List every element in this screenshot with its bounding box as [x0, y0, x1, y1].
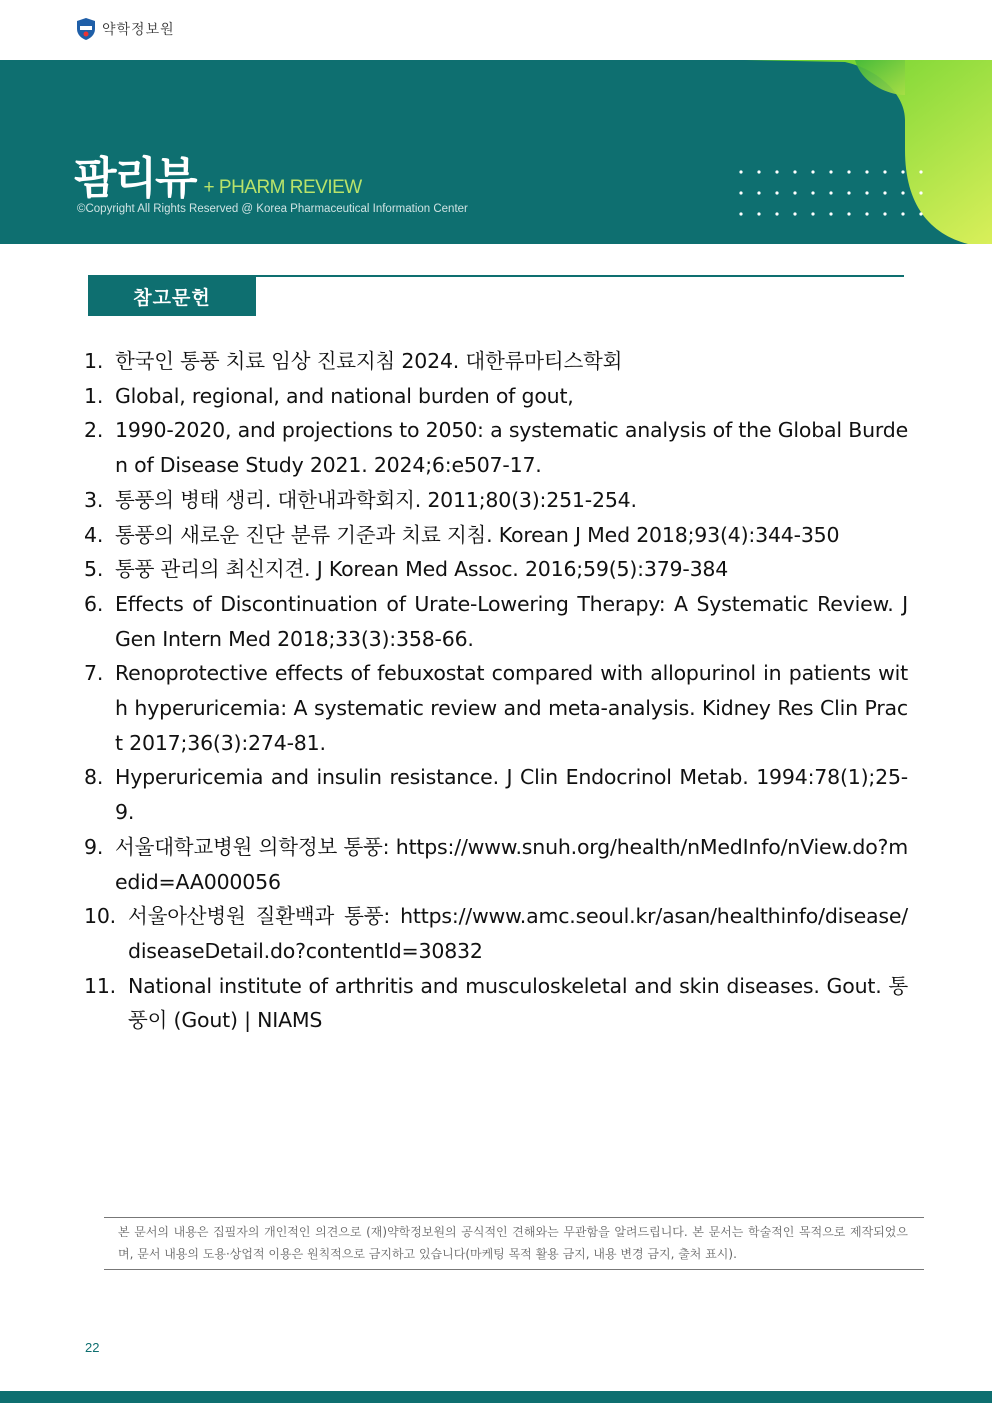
title-block [74, 142, 362, 206]
reference-item [84, 760, 908, 829]
org-logo [76, 17, 175, 41]
reference-number: 4. [84, 522, 104, 547]
reference-list [84, 344, 908, 1038]
reference-text: National institute of arthritis and musculoskeletal and skin diseases. Gout. 통풍이 (Gout) | NIAMS [128, 973, 908, 1033]
top-bar [0, 0, 992, 60]
reference-item [84, 344, 908, 379]
reference-item [84, 899, 908, 968]
reference-item [84, 379, 908, 414]
reference-text: Renoprotective effects of febuxostat compared with allopurinol in patients with hyperuricemia: A systematic review and meta-analysis. Kidney Res Clin Pract 2017;36(3):274-81. [115, 661, 908, 755]
disclaimer: 본 문서의 내용은 집필자의 개인적인 의견으로 (재)약학정보원의 공식적인 견해와는 무관함을 알려드립니다. 본 문서는 학술적인 목적으로 제작되었으며, 문서 내용의 도용·상업적 이용은 원칙적으로 금지하고 있습니다(마케팅 목적 활용 금지, 내용 변경 금지, 출처 표시). [104, 1217, 924, 1270]
reference-item [84, 413, 908, 482]
page-number: 22 [85, 1340, 100, 1355]
reference-text: 서울아산병원 질환백과 통풍: https://www.amc.seoul.kr/asan/healthinfo/disease/diseaseDetail.do?contentId=30832 [128, 904, 908, 963]
reference-text: 통풍의 새로운 진단 분류 기준과 치료 지침. Korean J Med 2018;93(4):344-350 [115, 522, 840, 547]
reference-item [84, 656, 908, 760]
reference-text: Hyperuricemia and insulin resistance. J Clin Endocrinol Metab. 1994:78(1);25-9. [115, 765, 908, 825]
reference-text: 1990-2020, and projections to 2050: a systematic analysis of the Global Burden of Disease Study 2021. 2024;6:e507-17. [115, 418, 908, 478]
reference-text: 통풍 관리의 최신지견. J Korean Med Assoc. 2016;59(5):379-384 [115, 557, 729, 582]
reference-number: 1. [84, 349, 104, 373]
org-name: 약학정보원 [102, 22, 175, 38]
reference-item [84, 969, 908, 1038]
reference-item [84, 830, 908, 899]
reference-text: 서울대학교병원 의학정보 통풍: https://www.snuh.org/health/nMedInfo/nView.do?medid=AA000056 [115, 834, 908, 894]
section-title: 참고문헌 [88, 276, 256, 316]
reference-number: 8. [84, 765, 104, 790]
reference-number: 9. [84, 834, 104, 859]
reference-number: 2. [84, 418, 104, 443]
reference-text: Global, regional, and national burden of gout, [115, 383, 574, 408]
page-title: 팜리뷰 [74, 153, 196, 204]
reference-number: 3. [84, 487, 104, 512]
reference-text: Effects of Discontinuation of Urate-Lowering Therapy: A Systematic Review. J Gen Intern Med 2018;33(3):358-66. [115, 591, 908, 651]
shield-icon [76, 17, 96, 41]
reference-number: 1. [84, 383, 104, 408]
reference-number: 11. [84, 973, 117, 998]
reference-number: 10. [84, 904, 117, 929]
reference-item [84, 518, 908, 553]
reference-text: 한국인 통풍 치료 임상 진료지침 2024. 대한류마티스학회 [115, 349, 623, 373]
reference-number: 6. [84, 591, 104, 616]
footer-bar [0, 1391, 992, 1403]
page-subtitle: + PHARM REVIEW [203, 177, 362, 198]
copyright-text: ©Copyright All Rights Reserved @ Korea Pharmaceutical Information Center [77, 203, 468, 215]
reference-number: 7. [84, 661, 104, 686]
reference-item [84, 552, 908, 587]
reference-item [84, 483, 908, 518]
reference-item [84, 587, 908, 656]
reference-text: 통풍의 병태 생리. 대한내과학회지. 2011;80(3):251-254. [115, 487, 637, 512]
reference-number: 5. [84, 557, 104, 582]
